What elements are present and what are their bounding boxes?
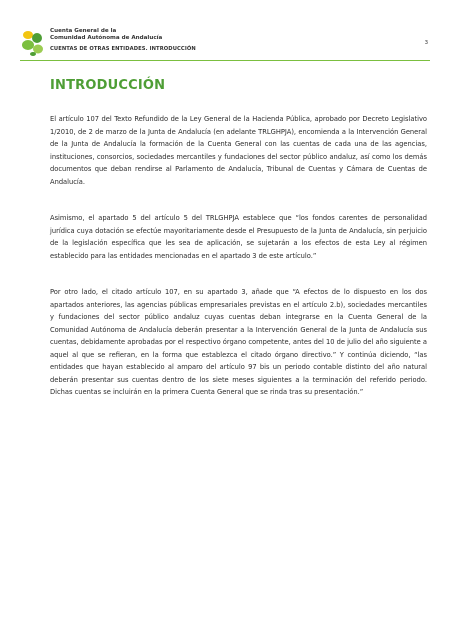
org-name <box>50 28 162 42</box>
header-divider <box>20 60 430 61</box>
paragraph-3: Por otro lado, el citado artículo 107, en su apartado 3, añade que “A efectos de lo dispuesto en los dos apartados anteriores, las agencias públicas empresariales previstas en el artículo 2.b), sociedades mercantiles y fundaciones del sector público andaluz cuyas cuentas deban integrarse en la Cuenta General de la Comunidad Autónoma de Andalucía deberán presentar a la Intervención General de la Junta de Andalucía sus cuentas, debidamente aprobadas por el respectivo órgano competente, antes del 10 de julio del año siguiente a aquel al que se refieran, en la forma que establezca el citado órgano directivo.” Y continúa diciendo, “las entidades que hayan establecido al amparo del artículo 97 bis un periodo contable distinto del año natural deberán presentar sus cuentas dentro de los siete meses siguientes a la terminación del referido periodo. Dichas cuentas se incluirán en la primera Cuenta General que se rinda tras su presentación.” <box>50 288 427 396</box>
page-header <box>20 26 430 58</box>
page-number: 3 <box>424 40 428 46</box>
org-name-line2: Comunidad Autónoma de Andalucía <box>50 35 163 41</box>
page-title: INTRODUCCIÓN <box>50 78 166 93</box>
paragraph-2: Asimismo, el apartado 5 del artículo 5 del TRLGHPJA establece que “los fondos carentes de personalidad jurídica cuya dotación se efectúe mayoritariamente desde el Presupuesto de la Junta de Andalucía, sin perjuicio de la legislación específica que les sea de aplicación, se sujetarán a los efectos de esta Ley al régimen establecido para las entidades mencionadas en el apartado 3 de este artículo.” <box>50 214 427 260</box>
org-name-line1: Cuenta General de la <box>50 28 117 34</box>
junta-andalucia-logo-icon <box>20 28 46 56</box>
paragraph-1: El artículo 107 del Texto Refundido de la Ley General de la Hacienda Pública, aprobado por Decreto Legislativo 1/2010, de 2 de marzo de la Junta de Andalucía (en adelante TRLGHPJA), encomienda a la Intervención General de la Junta de Andalucía la formación de la Cuenta General con las cuentas de cada una de las agencias, instituciones, consorcios, sociedades mercantiles y fundaciones del sector público andaluz, así como los demás documentos que deban rendirse al Parlamento de Andalucía, Tribunal de Cuentas y Cámara de Cuentas de Andalucía. <box>50 115 427 186</box>
section-subtitle: CUENTAS DE OTRAS ENTIDADES. INTRODUCCIÓN <box>50 46 196 52</box>
body-text <box>50 113 427 423</box>
